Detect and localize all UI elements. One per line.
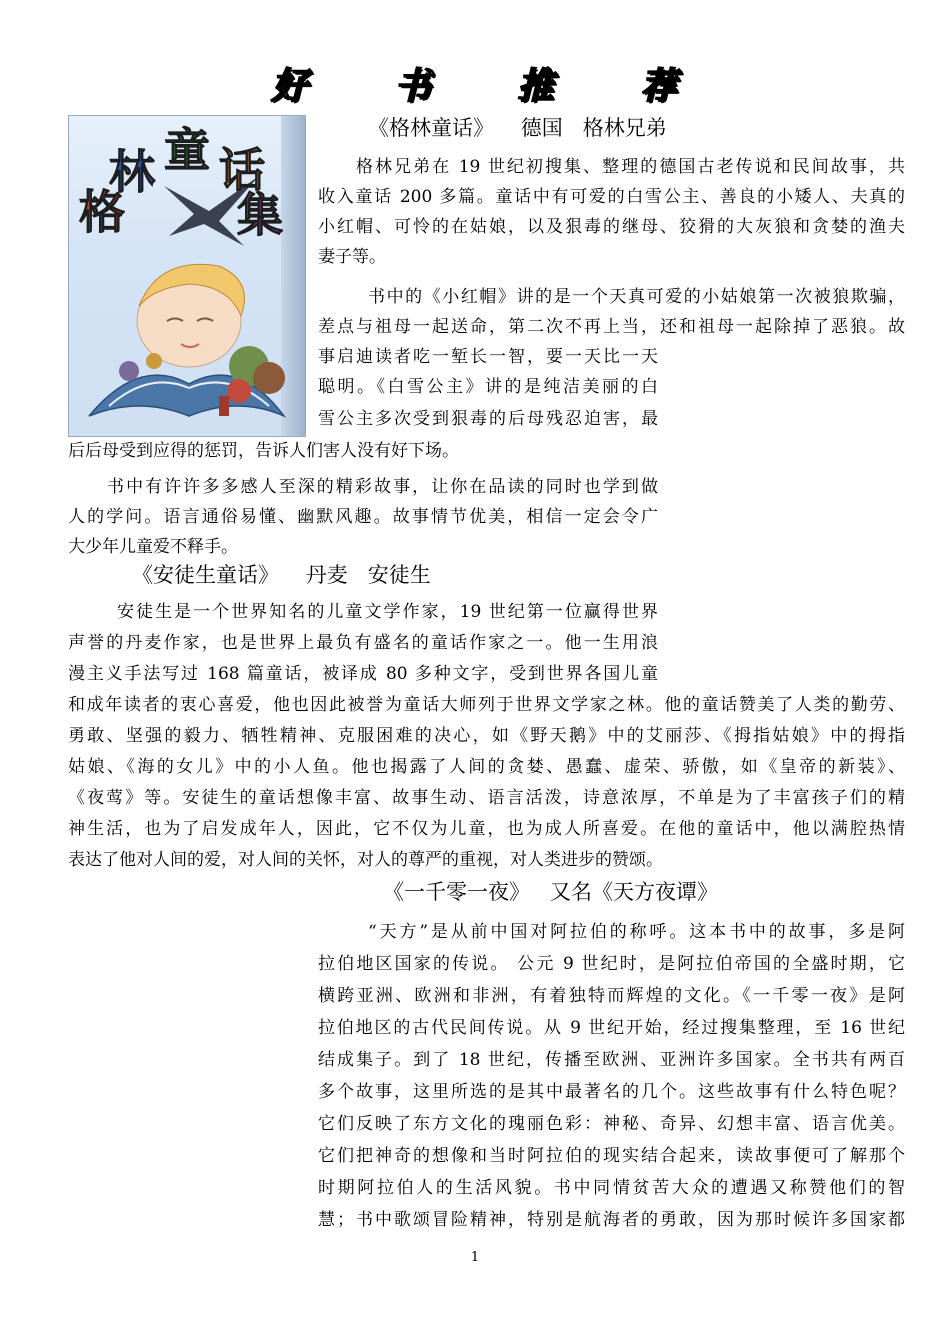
cover-title-char: 林: [109, 145, 155, 199]
text-line: 小红帽、可怜的在姑娘，以及狠毒的继母、狡猾的大灰狼和贪婪的渔夫: [318, 217, 905, 237]
title-char: 好: [271, 66, 310, 107]
text-line: 后后母受到应得的惩罚，告诉人们害人没有好下场。: [68, 441, 459, 461]
text-line: 妻子等。: [318, 247, 386, 267]
text-line: 格林兄弟在 19 世纪初搜集、整理的德国古老传说和民间故事，共: [356, 157, 905, 177]
text-line: 收入童话 200 多篇。童话中有可爱的白雪公主、善良的小矮人、夫真的: [318, 187, 905, 207]
text-line: 安徒生是一个世界知名的儿童文学作家，19 世纪第一位赢得世界: [117, 602, 658, 622]
text-line: 大少年儿童爱不释手。: [68, 537, 238, 557]
text-line: 和成年读者的衷心喜爱，他也因此被誉为童话大师列于世界文学家之林。他的童话赞美了人类的勤劳、: [68, 695, 905, 715]
text-line: 姑娘、《海的女儿》中的小人鱼。他也揭露了人间的贪婪、愚蠢、虚荣、骄傲，如《皇帝的新装》、: [68, 757, 905, 777]
text-line: 拉伯地区的古代民间传说。从 9 世纪开始，经过搜集整理，至 16 世纪: [318, 1018, 905, 1038]
cover-title-char: 童: [164, 123, 210, 177]
title-char: 推: [517, 66, 556, 107]
text-line: 它们把神奇的想像和当时阿拉伯的现实结合起来，读故事便可了解那个: [318, 1146, 905, 1166]
text-line: 时期阿拉伯人的生活风貌。书中同情贫苦大众的遭遇又称赞他们的智: [318, 1178, 905, 1198]
text-line: 书中的《小红帽》讲的是一个天真可爱的小姑娘第一次被狼欺骗，: [368, 287, 905, 307]
text-line: 漫主义手法写过 168 篇童话，被译成 80 多种文字，受到世界各国儿童: [68, 664, 658, 684]
cover-title-char: 集: [237, 188, 283, 242]
section-heading-andersen: 《安徒生童话》 丹麦 安徒生: [132, 563, 431, 587]
text-line: 它们反映了东方文化的瑰丽色彩：神秘、奇异、幻想丰富、语言优美。: [318, 1114, 905, 1134]
text-line: 结成集子。到了 18 世纪，传播至欧洲、亚洲许多国家。全书共有两百: [318, 1050, 905, 1070]
text-line: 事启迪读者吃一堑长一智，要一天比一天: [318, 347, 658, 367]
text-line: 《夜莺》等。安徒生的童话想像丰富、故事生动、语言活泼，诗意浓厚，不单是为了丰富孩子们的精: [68, 788, 905, 808]
section-heading-grimm: 《格林童话》 德国 格林兄弟: [368, 116, 667, 140]
text-line: 聪明。《白雪公主》讲的是纯洁美丽的白: [318, 377, 658, 397]
section-heading-arabian-nights: 《一千零一夜》 又名《天方夜谭》: [383, 880, 719, 904]
text-line: 勇敢、坚强的毅力、牺牲精神、克服困难的决心，如《野天鹅》中的艾丽莎、《拇指姑娘》中的拇指: [68, 726, 905, 746]
cover-title-char: 话: [219, 143, 265, 197]
title-char: 荐: [640, 66, 679, 107]
text-line: “天方”是从前中国对阿拉伯的称呼。这本书中的故事，多是阿: [368, 922, 905, 942]
title-char: 书: [394, 66, 433, 107]
book-cover-image: [68, 115, 306, 437]
text-line: 表达了他对人间的爱，对人间的关怀，对人的尊严的重视，对人类进步的赞颂。: [68, 850, 663, 870]
text-line: 多个故事，这里所选的是其中最著名的几个。这些故事有什么特色呢？: [318, 1082, 905, 1102]
text-line: 声誉的丹麦作家，也是世界上最负有盛名的童话作家之一。他一生用浪: [68, 633, 658, 653]
text-line: 书中有许许多多感人至深的精彩故事，让你在品读的同时也学到做: [107, 477, 658, 497]
page-number: 1: [470, 1250, 480, 1265]
text-line: 慧；书中歌颂冒险精神，特别是航海者的勇敢，因为那时候许多国家都: [318, 1210, 905, 1230]
text-line: 横跨亚洲、欧洲和非洲，有着独特而辉煌的文化。《一千零一夜》是阿: [318, 986, 905, 1006]
text-line: 差点与祖母一起送命，第二次不再上当，还和祖母一起除掉了恶狼。故: [318, 317, 905, 337]
text-line: 人的学问。语言通俗易懂、幽默风趣。故事情节优美，相信一定会令广: [68, 507, 658, 527]
cover-title-char: 格: [79, 185, 125, 239]
text-line: 雪公主多次受到狠毒的后母残忍迫害，最: [318, 409, 658, 429]
text-line: 拉伯地区国家的传说。 公元 9 世纪时，是阿拉伯帝国的全盛时期，它: [318, 954, 905, 974]
page-title: [0, 58, 950, 108]
text-line: 神生活，也为了启发成年人，因此，它不仅为儿童，也为成人所喜爱。在他的童话中，他以满腔热情: [68, 819, 905, 839]
